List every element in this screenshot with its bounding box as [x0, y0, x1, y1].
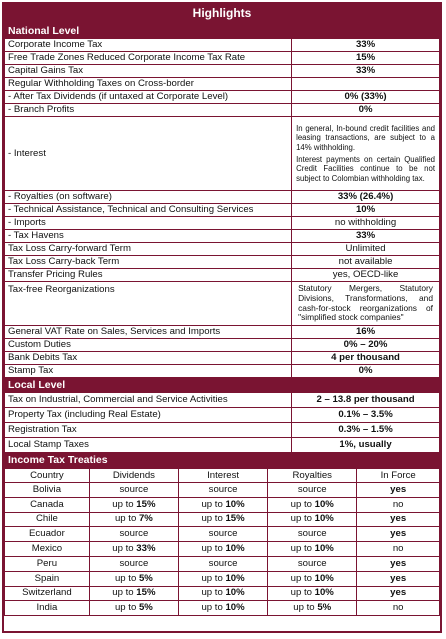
- treaty-royalties-value: 5%: [317, 602, 332, 614]
- row-label: - Imports: [5, 217, 292, 230]
- treaty-row: [5, 586, 440, 601]
- treaty-royalties-value: 10%: [314, 572, 334, 584]
- interest-note: [292, 117, 440, 191]
- treaty-interest: [178, 556, 267, 571]
- treaty-royalties-text: up to: [290, 587, 315, 599]
- treaty-in-force: [357, 497, 440, 512]
- row-label: General VAT Rate on Sales, Services and Imports: [5, 326, 292, 339]
- treaty-country-text: Switzerland: [22, 587, 72, 599]
- row-label: - Royalties (on software): [5, 191, 292, 204]
- treaty-interest: [178, 586, 267, 601]
- treaty-dividends-value: 15%: [136, 587, 156, 599]
- treaty-royalties-text: up to: [290, 498, 315, 510]
- treaty-row: [5, 556, 440, 571]
- treaty-in-force-text: yes: [390, 513, 407, 525]
- row-label: Corporate Income Tax: [5, 39, 292, 52]
- treaty-in-force-text: no: [392, 498, 404, 510]
- row-label: Bank Debits Tax: [5, 352, 292, 365]
- row-label: Tax Loss Carry-forward Term: [5, 243, 292, 256]
- row-label: Registration Tax: [5, 423, 292, 438]
- treaty-country: [5, 497, 90, 512]
- treaty-interest-text: up to: [201, 513, 226, 525]
- table-row: [5, 204, 440, 217]
- treaty-dividends: [89, 601, 178, 616]
- row-value: 2 – 13.8 per thousand: [292, 393, 440, 408]
- treaty-in-force-text: yes: [390, 572, 407, 584]
- table-row: [5, 339, 440, 352]
- col-interest: Interest: [178, 469, 267, 483]
- row-value: 4 per thousand: [292, 352, 440, 365]
- treaty-dividends-text: up to: [114, 602, 139, 614]
- col-country: Country: [5, 469, 90, 483]
- treaty-royalties-text: up to: [290, 572, 315, 584]
- treaty-dividends-text: up to: [112, 587, 137, 599]
- treaty-country: [5, 512, 90, 527]
- treaty-dividends-text: up to: [112, 543, 137, 555]
- treaty-royalties: [268, 571, 357, 586]
- treaty-country: [5, 571, 90, 586]
- row-value: 0% – 20%: [292, 339, 440, 352]
- row-label: - Interest: [5, 117, 292, 191]
- treaty-country: [5, 542, 90, 557]
- treaty-dividends-value: 33%: [136, 543, 156, 555]
- row-label: - Technical Assistance, Technical and Consulting Services: [5, 204, 292, 217]
- treaty-in-force: [357, 601, 440, 616]
- treaty-country-text: Mexico: [31, 543, 63, 555]
- treaty-interest: [178, 601, 267, 616]
- national-header: National Level: [5, 24, 440, 39]
- table-row: [5, 65, 440, 78]
- row-label: Regular Withholding Taxes on Cross-border: [5, 78, 292, 91]
- treaty-royalties: [268, 556, 357, 571]
- treaty-royalties-value: 10%: [314, 513, 334, 525]
- treaty-country-text: Chile: [35, 513, 58, 525]
- treaty-in-force: [357, 586, 440, 601]
- treaty-dividends-text: up to: [114, 513, 139, 525]
- treaty-dividends-value: 15%: [136, 498, 156, 510]
- row-label: Capital Gains Tax: [5, 65, 292, 78]
- treaty-interest-value: 10%: [225, 498, 245, 510]
- treaty-dividends-value: 7%: [138, 513, 153, 525]
- treaty-interest-text: up to: [201, 587, 226, 599]
- row-label: - Branch Profits: [5, 104, 292, 117]
- treaty-dividends: [89, 571, 178, 586]
- col-royalties: Royalties: [268, 469, 357, 483]
- row-label: Custom Duties: [5, 339, 292, 352]
- treaty-in-force-text: yes: [390, 557, 407, 569]
- table-row: [5, 269, 440, 282]
- treaty-in-force-text: yes: [390, 587, 407, 599]
- treaty-dividends: [89, 483, 178, 498]
- treaty-interest: [178, 542, 267, 557]
- treaty-royalties-text: up to: [290, 543, 315, 555]
- treaty-country-text: Bolivia: [32, 483, 62, 495]
- treaty-country: [5, 586, 90, 601]
- treaty-dividends: [89, 497, 178, 512]
- treaty-royalties-text: up to: [290, 513, 315, 525]
- treaty-interest: [178, 497, 267, 512]
- treaty-royalties: [268, 586, 357, 601]
- table-row: [5, 104, 440, 117]
- treaty-in-force: [357, 527, 440, 542]
- row-label: Tax-free Reorganizations: [5, 282, 292, 326]
- row-value: 16%: [292, 326, 440, 339]
- treaty-interest-value: 10%: [225, 587, 245, 599]
- table-row: [5, 230, 440, 243]
- treaty-in-force: [357, 512, 440, 527]
- table-row: [5, 365, 440, 378]
- treaty-royalties: [268, 542, 357, 557]
- treaty-interest-text: up to: [201, 602, 226, 614]
- treaty-country-text: India: [36, 602, 58, 614]
- treaty-dividends: [89, 527, 178, 542]
- table-row: [5, 52, 440, 65]
- table-row: [5, 352, 440, 365]
- row-label: Local Stamp Taxes: [5, 438, 292, 453]
- table-row: [5, 217, 440, 230]
- treaty-interest: [178, 571, 267, 586]
- interest-note-2: Interest payments on certain Qualified Credit Facilities continue to be not subject to Colombian withholding tax.: [296, 155, 435, 183]
- treaty-dividends: [89, 586, 178, 601]
- table-row: [5, 191, 440, 204]
- table-row: [5, 117, 440, 191]
- treaty-interest: [178, 512, 267, 527]
- treaty-royalties: [268, 527, 357, 542]
- treaty-dividends-text: source: [119, 528, 149, 540]
- table-row: [5, 243, 440, 256]
- treaty-country-text: Ecuador: [29, 528, 65, 540]
- treaty-row: [5, 601, 440, 616]
- col-dividends: Dividends: [89, 469, 178, 483]
- row-label: Tax on Industrial, Commercial and Service Activities: [5, 393, 292, 408]
- treaty-in-force: [357, 556, 440, 571]
- treaty-dividends: [89, 512, 178, 527]
- row-value: 0%: [292, 104, 440, 117]
- treaty-in-force: [357, 483, 440, 498]
- table-row: [5, 91, 440, 104]
- local-header: Local Level: [5, 378, 440, 393]
- row-value: 1%, usually: [292, 438, 440, 453]
- treaty-interest-text: source: [208, 557, 238, 569]
- table-row: [5, 408, 440, 423]
- reorg-value: Statutory Mergers, Statutory Divisions, Transformations, and cash-for-stock reorganizations of "simplified stock companies": [292, 282, 440, 326]
- table-row: [5, 256, 440, 269]
- row-value: 33%: [292, 65, 440, 78]
- treaty-in-force-text: yes: [390, 483, 407, 495]
- treaty-interest-value: 10%: [225, 602, 245, 614]
- treaty-country-text: Spain: [34, 572, 60, 584]
- treaty-royalties: [268, 497, 357, 512]
- table-row: [5, 39, 440, 52]
- row-label: - After Tax Dividends (if untaxed at Corporate Level): [5, 91, 292, 104]
- treaty-dividends-text: source: [119, 557, 149, 569]
- treaty-in-force: [357, 571, 440, 586]
- treaty-royalties-text: source: [297, 557, 327, 569]
- row-value: 10%: [292, 204, 440, 217]
- treaty-dividends-value: 5%: [138, 572, 153, 584]
- treaty-interest-value: 10%: [225, 572, 245, 584]
- treaties-column-headers: [5, 469, 440, 483]
- treaty-dividends-text: up to: [114, 572, 139, 584]
- panel-title: Highlights: [4, 4, 440, 23]
- treaty-row: [5, 483, 440, 498]
- treaty-dividends: [89, 556, 178, 571]
- treaty-royalties-text: up to: [293, 602, 318, 614]
- row-label: Free Trade Zones Reduced Corporate Income Tax Rate: [5, 52, 292, 65]
- treaty-in-force-text: yes: [390, 528, 407, 540]
- row-value: 33%: [292, 39, 440, 52]
- treaty-row: [5, 571, 440, 586]
- row-value: not available: [292, 256, 440, 269]
- treaties-header: Income Tax Treaties: [5, 453, 440, 468]
- col-in-force: In Force: [357, 469, 440, 483]
- treaties-table: [4, 468, 440, 616]
- national-table: [4, 23, 440, 468]
- table-row: [5, 282, 440, 326]
- treaty-interest: [178, 483, 267, 498]
- row-value: 0.3% – 1.5%: [292, 423, 440, 438]
- row-value: 33% (26.4%): [292, 191, 440, 204]
- row-value: 33%: [292, 230, 440, 243]
- treaty-interest: [178, 527, 267, 542]
- treaty-royalties: [268, 483, 357, 498]
- treaty-in-force-text: no: [392, 602, 404, 614]
- treaty-royalties: [268, 512, 357, 527]
- table-row: [5, 326, 440, 339]
- row-value: 0.1% – 3.5%: [292, 408, 440, 423]
- treaty-row: [5, 527, 440, 542]
- treaty-country: [5, 527, 90, 542]
- treaty-country: [5, 483, 90, 498]
- treaty-royalties-value: 10%: [314, 498, 334, 510]
- highlights-panel: [2, 2, 442, 633]
- treaty-row: [5, 542, 440, 557]
- table-row: [5, 78, 440, 91]
- row-value: 0% (33%): [292, 91, 440, 104]
- row-value: no withholding: [292, 217, 440, 230]
- treaty-royalties-text: source: [297, 483, 327, 495]
- treaty-dividends-text: up to: [112, 498, 137, 510]
- treaty-dividends-text: source: [119, 483, 149, 495]
- treaty-interest-text: up to: [201, 543, 226, 555]
- interest-note-1: In general, In-bound credit facilities and leasing transactions, are subject to a 14% withholding.: [296, 123, 435, 152]
- treaty-row: [5, 512, 440, 527]
- treaty-in-force-text: no: [392, 543, 404, 555]
- treaty-country-text: Canada: [30, 498, 64, 510]
- treaty-row: [5, 497, 440, 512]
- row-value: 0%: [292, 365, 440, 378]
- treaty-interest-text: up to: [201, 498, 226, 510]
- row-label: - Tax Havens: [5, 230, 292, 243]
- treaty-interest-value: 15%: [225, 513, 245, 525]
- treaty-in-force: [357, 542, 440, 557]
- row-value: yes, OECD-like: [292, 269, 440, 282]
- row-label: Tax Loss Carry-back Term: [5, 256, 292, 269]
- treaty-royalties-value: 10%: [314, 587, 334, 599]
- treaty-royalties: [268, 601, 357, 616]
- treaty-royalties-value: 10%: [314, 543, 334, 555]
- treaty-country-text: Peru: [36, 557, 58, 569]
- treaty-interest-text: source: [208, 528, 238, 540]
- treaty-interest-text: up to: [201, 572, 226, 584]
- table-row: [5, 393, 440, 408]
- table-row: [5, 438, 440, 453]
- treaty-dividends-value: 5%: [138, 602, 153, 614]
- treaty-country: [5, 601, 90, 616]
- row-value: [292, 78, 440, 91]
- row-label: Property Tax (including Real Estate): [5, 408, 292, 423]
- treaty-interest-text: source: [208, 483, 238, 495]
- row-label: Transfer Pricing Rules: [5, 269, 292, 282]
- treaty-interest-value: 10%: [225, 543, 245, 555]
- row-value: 15%: [292, 52, 440, 65]
- row-value: Unlimited: [292, 243, 440, 256]
- treaty-royalties-text: source: [297, 528, 327, 540]
- treaty-dividends: [89, 542, 178, 557]
- table-row: [5, 423, 440, 438]
- treaty-country: [5, 556, 90, 571]
- row-label: Stamp Tax: [5, 365, 292, 378]
